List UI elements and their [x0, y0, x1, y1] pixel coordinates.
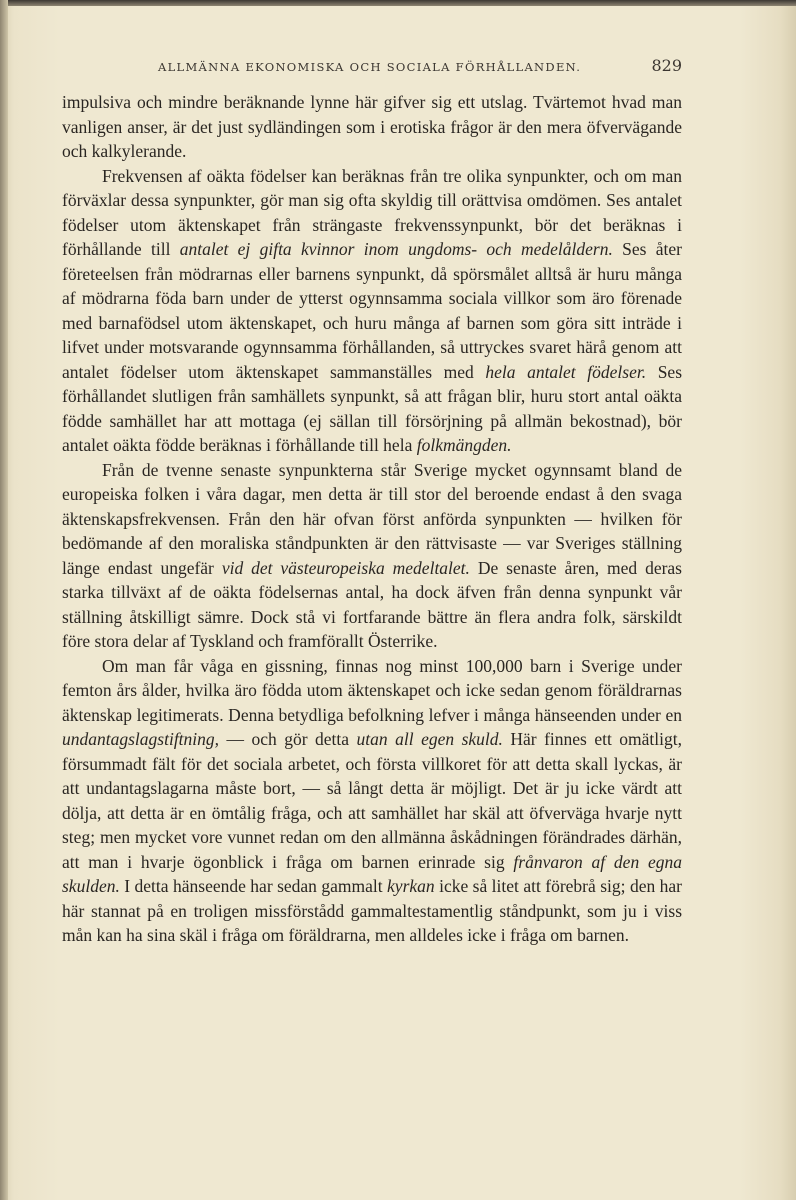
italic-text: frånvaron af den egna skulden. — [62, 851, 683, 896]
italic-text: folkmängden. — [416, 435, 512, 455]
italic-text: hela antalet födelser. — [485, 361, 647, 382]
paragraph — [62, 458, 682, 654]
text-segment: Här finnes ett omätligt, försummadt fält för det sociala arbetet, och första villkoret för att detta skall lyckas, är att undantagslagarna måste bort, — så långt detta är möjligt. Det är ju icke värdt att dölja, att detta är en ömtålig fråga, och att samhället har skäl att öfverväga hvarje nytt steg; men mycket vore vunnet redan om den allmänna åskådningen förändrades därhän, att man i hvarje ögonblick i fråga om barnen erinrade sig — [62, 729, 683, 872]
text-segment: Ses förhållandet slutligen från samhällets synpunkt, så att frågan blir, huru stort antal oäkta födde samhället har att mottaga (ej sällan till försörjning på allmän bekostnad), bör antalet oäkta födde beräknas i förhållande till hela — [62, 361, 682, 455]
text-segment: impulsiva och mindre beräknande lynne här gifver sig ett utslag. Tvärtemot hvad man vanligen anser, är det just sydländingen som i erotiska frågor är den mera öfvervägande och kalkylerande. — [62, 92, 682, 161]
paragraph — [62, 90, 682, 164]
page-edge — [0, 0, 8, 1200]
running-title: ALLMÄNNA EKONOMISKA OCH SOCIALA FÖRHÅLLANDEN. — [158, 60, 582, 74]
paragraph — [62, 654, 682, 948]
text-segment: — och gör detta — [219, 729, 357, 749]
italic-text: antalet ej gifta kvinnor inom ungdoms- och medelåldern. — [179, 239, 613, 259]
italic-text: utan all egen skuld. — [356, 729, 503, 749]
text-segment: I detta hänseende har sedan gammalt — [119, 876, 388, 896]
paragraph — [62, 164, 682, 458]
page-header — [158, 56, 698, 80]
text-segment: Ses åter företeelsen från mödrarnas eller barnens synpunkt, då spörsmålet alltså är huru många af mödrarna föda barn under de ytterst ogynnsamma sociala villkor som äro förenade med barnafödsel utom äktenskapet, och huru många af barnen som göra sitt inträde i lifvet under motsvarande ogynnsamma förhållanden, så uttryckes svaret härå genom att antalet födelser utom äktenskapet sammanställes med — [62, 239, 682, 382]
italic-text: undantagslagstiftning, — [62, 729, 220, 749]
text-segment: Om man får våga en gissning, finnas nog minst 100,000 barn i Sverige under femton års ålder, hvilka äro födda utom äktenskapet och icke sedan genom föräldrarnas äktenskap legitimerats. Denna betydliga befolkning lefver i många hänseenden under en — [62, 655, 682, 725]
text-segment: Från de tvenne senaste synpunkterna står Sverige mycket ogynnsamt bland de europeiska folken i våra dagar, men detta är till stor del beroende endast å den svaga äktenskapsfrekvensen. Från den här ofvan först anförda synpunkten — hvilken för bedömande af den moraliska ståndpunkten är den rättvisaste — var Sveriges ställning länge endast ungefär — [62, 459, 682, 578]
page-number: 829 — [651, 56, 682, 75]
text-segment: Frekvensen af oäkta födelser kan beräknas från tre olika synpunkter, och om man förväxlar dessa synpunkter, gör man sig ofta skyldig till orättvisa omdömen. Ses antalet födelser utom äktenskapet från strängaste frekvenssynpunkt, bör det beräknas i förhållande till — [62, 165, 682, 259]
italic-text: vid det västeuropeiska medeltalet. — [221, 557, 470, 578]
body-text — [62, 90, 682, 948]
top-border — [0, 0, 796, 6]
text-segment: icke så litet att förebrå sig; den har här stannat på en troligen missförstådd gammaltestamentlig ståndpunkt, som ju i viss mån kan ha sina skäl i fråga om föräldrarna, men alldeles icke i fråga om barnen. — [62, 876, 682, 945]
italic-text: kyrkan — [387, 876, 435, 896]
text-segment: De senaste åren, med deras starka tillväxt af de oäkta födelsernas antal, ha dock äfven från denna synpunkt vår ställning åtskilligt sämre. Dock stå vi fortfarande bättre än flera andra folk, särskildt före stora delar af Tyskland och framförallt Österrike. — [62, 557, 682, 651]
